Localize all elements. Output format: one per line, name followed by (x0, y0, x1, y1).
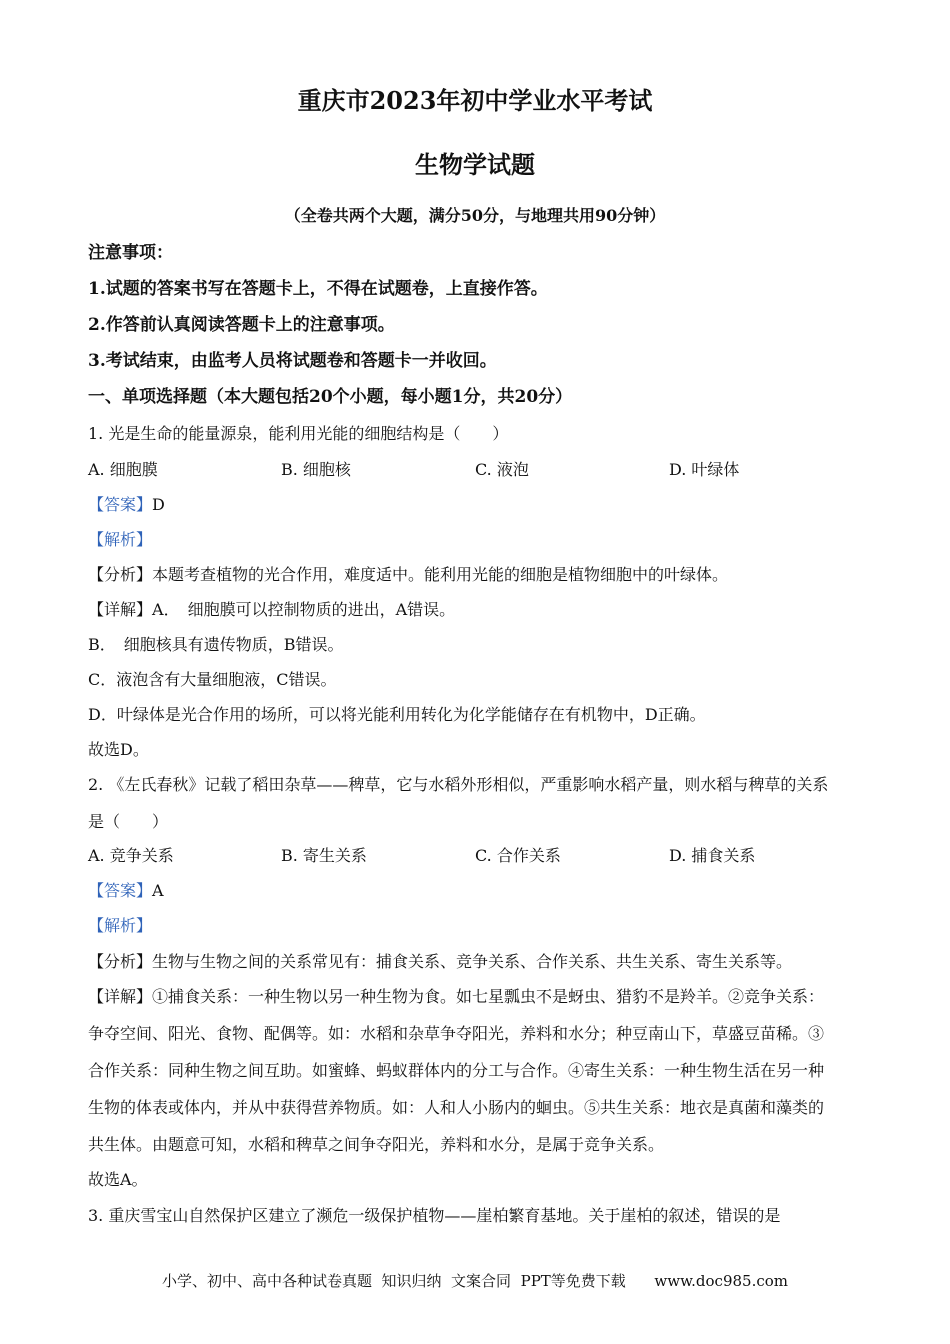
q2-conclusion: 故选A。 (88, 1170, 148, 1189)
q1-option-c: C. 液泡 (475, 460, 529, 479)
q2-option-a: A. 竞争关系 (88, 846, 174, 865)
q2-detail-line-5: 共生体。由题意可知，水稻和稗草之间争夺阳光，养料和水分，是属于竞争关系。 (88, 1135, 665, 1154)
q2-fenxi-line (88, 952, 792, 972)
q2-option-d: D. 捕食关系 (669, 846, 756, 865)
q1-fenxi-line (88, 565, 728, 585)
q1-fenxi: 本题考查植物的光合作用，难度适中。能利用光能的细胞是植物细胞中的叶绿体。 (152, 565, 729, 584)
answer-tag: 【答案】 (88, 495, 153, 514)
subject-title: 生物学试题 (415, 150, 535, 179)
q1-stem: 1. 光是生命的能量源泉，能利用光能的细胞结构是（ ） (88, 424, 509, 443)
fenxi-tag: 【分析】 (88, 952, 153, 971)
q1-option-d: D. 叶绿体 (669, 460, 740, 479)
note-item-2: 2.作答前认真阅读答题卡上的注意事项。 (88, 315, 395, 335)
q2-answer-line (88, 881, 164, 901)
q1-option-a: A. 细胞膜 (88, 460, 158, 479)
q2-stem-line2: 是（ ） (88, 812, 169, 831)
q2-detail-line-4: 生物的体表或体内，并从中获得营养物质。如：人和人小肠内的蛔虫。⑤共生关系：地衣是真菌和藻类的 (88, 1098, 825, 1117)
q2-fenxi: 生物与生物之间的关系常见有：捕食关系、竞争关系、合作关系、共生关系、寄生关系等。 (152, 952, 793, 971)
q1-xiangjie: A． 细胞膜可以控制物质的进出，A错误。 (152, 600, 456, 619)
q2-detail-line-2: 争夺空间、阳光、食物、配偶等。如：水稻和杂草争夺阳光，养料和水分；种豆南山下，草盛豆苗稀。③ (88, 1024, 825, 1043)
q1-detail-b: B． 细胞核具有遗传物质，B错误。 (88, 635, 344, 654)
exam-subtitle: （全卷共两个大题，满分50分，与地理共用90分钟） (284, 206, 666, 225)
q1-option-b: B. 细胞核 (281, 460, 351, 479)
fenxi-tag: 【分析】 (88, 565, 153, 584)
q2-stem-line1: 2. 《左氏春秋》记载了稻田杂草——稗草，它与水稻外形相似，严重影响水稻产量，则水稻与稗草的关系 (88, 775, 829, 794)
note-item-3: 3.考试结束，由监考人员将试题卷和答题卡一并收回。 (88, 351, 497, 371)
q1-xiangjie-line (88, 600, 455, 620)
section-heading: 一、单项选择题（本大题包括20个小题，每小题1分，共20分） (88, 387, 573, 407)
exam-title: 重庆市2023年初中学业水平考试 (297, 86, 653, 115)
q2-option-c: C. 合作关系 (475, 846, 561, 865)
answer-tag: 【答案】 (88, 881, 153, 900)
q2-analysis-tag: 【解析】 (88, 916, 153, 935)
q2-detail-line-3: 合作关系：同种生物之间互助。如蜜蜂、蚂蚁群体内的分工与合作。④寄生关系：一种生物生活在另一种 (88, 1061, 825, 1080)
q1-analysis-tag: 【解析】 (88, 530, 153, 549)
footer-link[interactable]: www.doc985.com (654, 1272, 788, 1290)
xiangjie-tag: 【详解】 (88, 600, 153, 619)
note-item-1: 1.试题的答案书写在答题卡上，不得在试题卷，上直接作答。 (88, 279, 548, 299)
footer-text: 小学、初中、高中各种试卷真题 知识归纳 文案合同 PPT等免费下载 (161, 1272, 626, 1290)
q1-detail-c: C．液泡含有大量细胞液，C错误。 (88, 670, 337, 689)
page-footer (0, 1270, 950, 1291)
q2-xiangjie-line (88, 987, 824, 1007)
q2-option-b: B. 寄生关系 (281, 846, 367, 865)
notes-heading: 注意事项： (88, 243, 173, 263)
q1-answer: D (152, 495, 165, 514)
xiangjie-tag: 【详解】 (88, 987, 153, 1006)
q1-detail-d: D．叶绿体是光合作用的场所，可以将光能利用转化为化学能储存在有机物中，D正确。 (88, 705, 706, 724)
q2-answer: A (152, 881, 164, 900)
q1-conclusion: 故选D。 (88, 740, 149, 759)
q2-xiangjie: ①捕食关系：一种生物以另一种生物为食。如七星瓢虫不是蚜虫、猎豹不是羚羊。②竞争关系： (152, 987, 825, 1006)
q1-answer-line (88, 495, 165, 515)
q3-stem: 3. 重庆雪宝山自然保护区建立了濒危一级保护植物——崖柏繁育基地。关于崖柏的叙述，错误的是 (88, 1206, 781, 1225)
